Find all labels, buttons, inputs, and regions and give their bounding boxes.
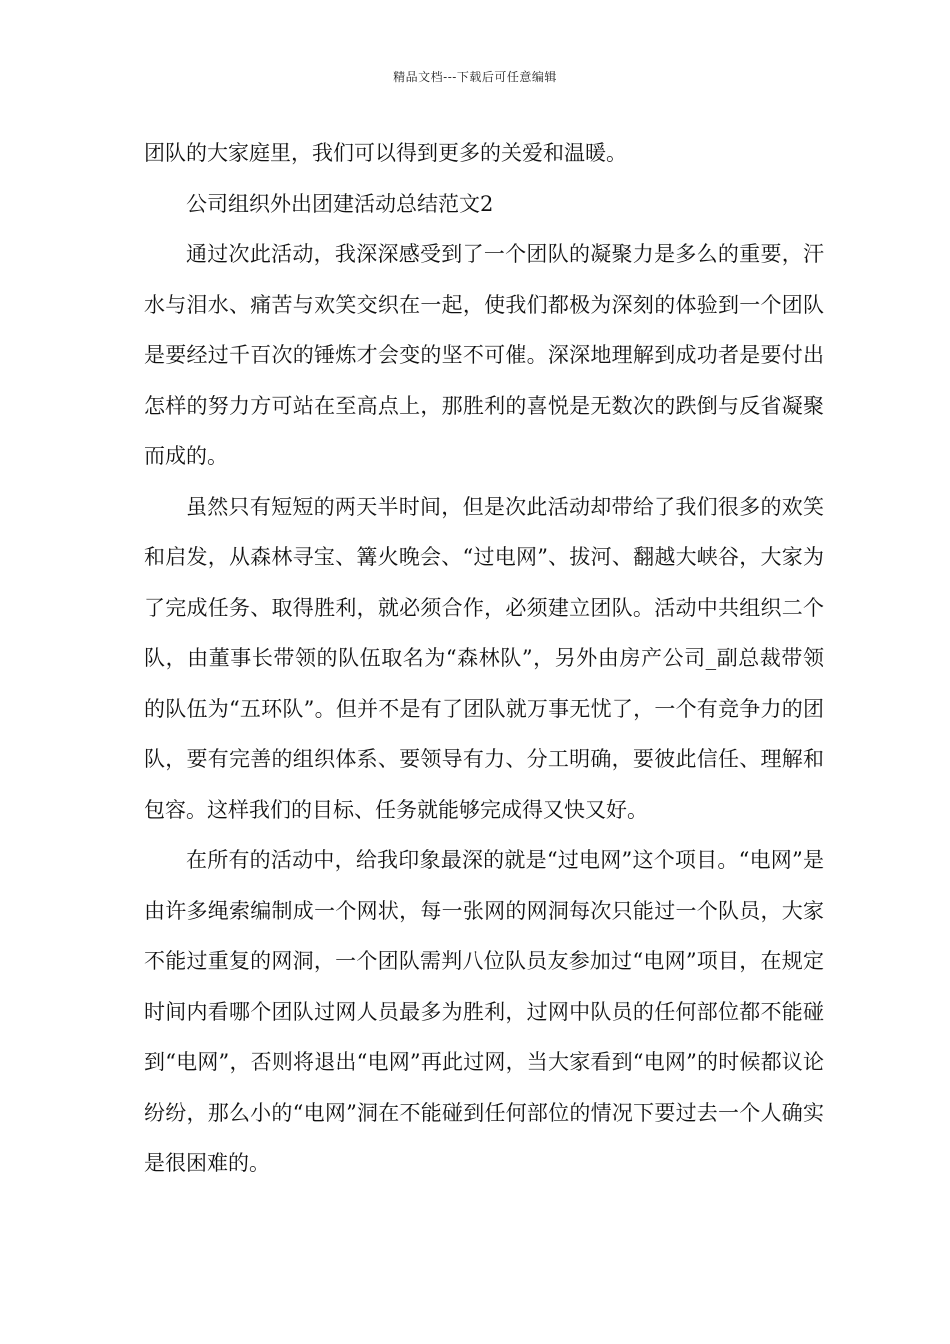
page-header: 精品文档---下载后可任意编辑 bbox=[393, 70, 557, 84]
paragraph: 在所有的活动中，给我印象最深的就是“过电网”这个项目。“电网”是由许多绳索编制成一个网状，每一张网的网洞每次只能过一个队员，大家不能过重复的网洞，一个团队需判八位队员友参加过“电网”项目，在规定时间内看哪个团队过网人员最多为胜利，过网中队员的任何部位都不能碰到“电网”，否则将退出“电网”再此过网，当大家看到“电网”的时候都议论纷纷，那么小的“电网”洞在不能碰到任何部位的情况下要过去一个人确实是很困难的。 bbox=[144, 848, 824, 1175]
paragraph: 通过次此活动，我深深感受到了一个团队的凝聚力是多么的重要，汗水与泪水、痛苦与欢笑交织在一起，使我们都极为深刻的体验到一个团队是要经过千百次的锤炼才会变的坚不可催。深深地理解到成功者是要付出怎样的努力方可站在至高点上，那胜利的喜悦是无数次的跌倒与反省凝聚而成的。 bbox=[144, 242, 824, 468]
paragraph-continuation: 团队的大家庭里，我们可以得到更多的关爱和温暖。 bbox=[144, 141, 627, 165]
section-title: 公司组织外出团建活动总结范文2 bbox=[186, 191, 494, 216]
paragraph: 虽然只有短短的两天半时间，但是次此活动却带给了我们很多的欢笑和启发，从森林寻宝、篝火晚会、“过电网”、拔河、翻越大峡谷，大家为了完成任务、取得胜利，就必须合作，必须建立团队。活动中共组织二个队，由董事长带领的队伍取名为“森林队”，另外由房产公司_副总裁带领的队伍为“五环队”。但并不是有了团队就万事无忧了，一个有竞争力的团队，要有完善的组织体系、要领导有力、分工明确，要彼此信任、理解和包容。这样我们的目标、任务就能够完成得又快又好。 bbox=[144, 494, 824, 822]
document-body bbox=[144, 128, 824, 1189]
